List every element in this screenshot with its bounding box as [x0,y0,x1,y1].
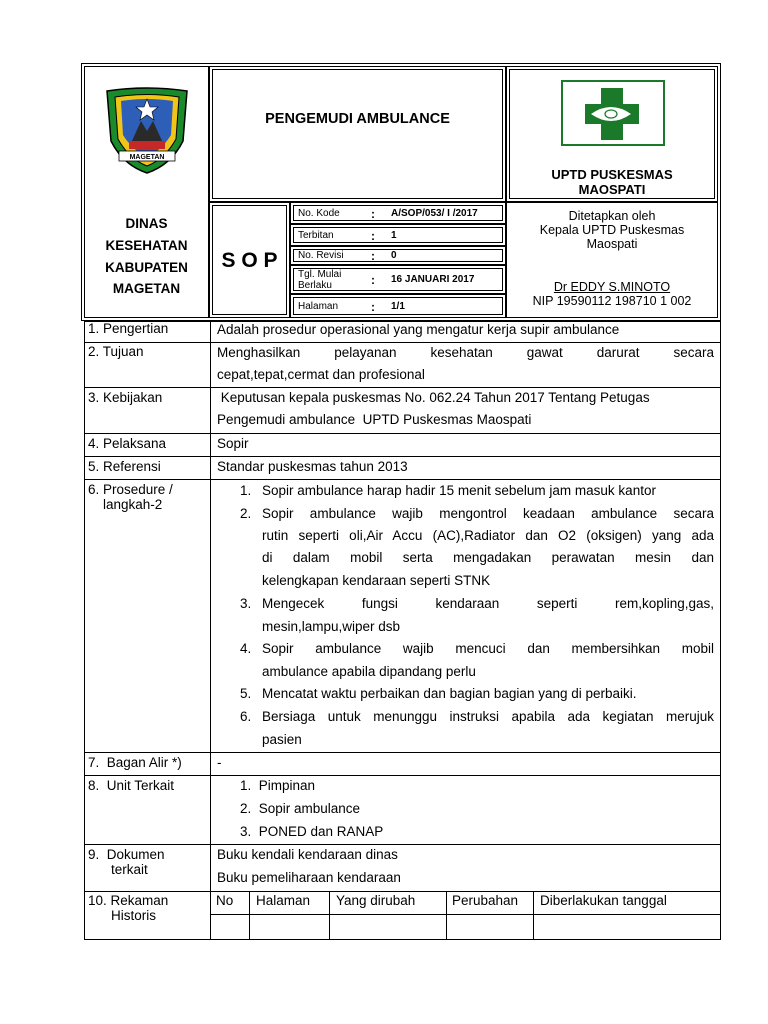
label-pengertian: 1. Pengertian [88,321,169,336]
prosedur-item-4-line-1: Sopir ambulance wajib mencuci dan membersihkan mobil [262,641,714,656]
meta-colon-kode: : [371,207,375,221]
row-divider-6 [84,752,721,753]
prosedur-item-6-line-1: Bersiaga untuk menunggu instruksi apabila ada kegiatan merujuk [262,709,714,724]
agency-line-2: KESEHATAN [105,238,188,253]
label-prosedur-1: 6. Prosedure / [88,482,173,497]
approval-line-3: Maospati [586,237,638,251]
meta-value-halaman: 1/1 [391,301,405,312]
prosedur-item-3-line-1: Mengecek fungsi kendaraan seperti rem,kopling,gas, [262,596,714,611]
rekaman-col-2 [329,891,330,940]
meta-colon-revisi: : [371,249,375,263]
row-divider-2 [84,387,721,388]
rekaman-col-halaman: Halaman [256,893,311,908]
rekaman-col-3 [446,891,447,940]
meta-label-revisi: No. Revisi [298,250,344,261]
text-referensi: Standar puskesmas tahun 2013 [217,459,408,474]
prosedur-num-4: 4. [240,641,252,656]
crest-banner-text: MAGETAN [129,154,165,161]
label-rekaman-2: Historis [111,908,157,923]
prosedur-item-6-line-2: pasien [262,732,302,747]
meta-colon-tgl: : [371,273,375,287]
prosedur-num-2: 2. [240,506,252,521]
label-bagan-alir: 7. Bagan Alir *) [88,755,182,770]
text-pelaksana: Sopir [217,436,249,451]
meta-colon-halaman: : [371,300,375,314]
prosedur-num-6: 6. [240,709,252,724]
prosedur-item-4-line-2: ambulance apabila dipandang perlu [262,664,476,679]
magetan-crest-icon [101,85,193,175]
agency-line-3: KABUPATEN [105,260,188,275]
approval-line-2: Kepala UPTD Puskesmas [539,223,685,237]
sop-body-table [84,321,721,940]
label-kebijakan: 3. Kebijakan [88,390,163,405]
text-bagan-alir: - [217,755,222,770]
text-kebijakan-2: Pengemudi ambulance UPTD Puskesmas Maospati [217,412,532,427]
row-divider-5 [84,479,721,480]
puskesmas-logo-icon [561,80,665,146]
label-tujuan: 2. Tujuan [88,344,144,359]
agency-line-4: MAGETAN [112,281,181,296]
text-kebijakan-1: Keputusan kepala puskesmas No. 062.24 Tahun 2017 Tentang Petugas [217,390,650,405]
meta-colon-terbitan: : [371,229,375,243]
sop-label: S O P [221,249,278,272]
rekaman-col-no: No [216,893,234,908]
text-tujuan-1: Menghasilkan pelayanan kesehatan gawat darurat secara [217,345,714,360]
row-divider-7 [84,775,721,776]
approval-name: Dr EDDY S.MINOTO [553,280,671,294]
text-tujuan-2: cepat,tepat,cermat dan profesional [217,367,425,382]
label-referensi: 5. Referensi [88,459,161,474]
title-cell-inner [212,69,503,199]
rekaman-row-divider [210,914,721,915]
unit-item-2: 2. Sopir ambulance [240,801,361,816]
label-pelaksana: 4. Pelaksana [88,436,167,451]
meta-value-kode: A/SOP/053/ I /2017 [391,208,478,219]
page-title: PENGEMUDI AMBULANCE [265,111,450,127]
text-dokumen-2: Buku pemeliharaan kendaraan [217,870,401,885]
rekaman-col-4 [533,891,534,940]
prosedur-item-1-line-1: Sopir ambulance harap hadir 15 menit sebelum jam masuk kantor [262,483,656,498]
org-name-line-2: MAOSPATI [578,182,646,197]
org-name-line-1: UPTD PUSKESMAS [551,167,673,182]
label-unit-terkait: 8. Unit Terkait [88,778,175,793]
prosedur-item-2-line-2: rutin seperti oli,Air Accu (AC),Radiator dan O2 (oksigen) yang ada [262,528,714,543]
label-prosedur-2: langkah-2 [103,497,163,512]
prosedur-item-2-line-1: Sopir ambulance wajib mengontrol keadaan ambulance secara [262,506,714,521]
meta-label-tgl-1: Tgl. Mulai [298,269,342,280]
agency-line-1: DINAS [125,216,168,231]
prosedur-item-3-line-2: mesin,lampu,wiper dsb [262,619,401,634]
row-divider-1 [84,342,721,343]
rekaman-col-perubahan: Perubahan [452,893,519,908]
prosedur-num-1: 1. [240,483,252,498]
prosedur-item-2-line-3: di dalam mobil serta mengadakan perawatan mesin dan [262,550,714,565]
meta-value-terbitan: 1 [391,230,397,241]
text-pengertian: Adalah prosedur operasional yang mengatur kerja supir ambulance [217,322,620,337]
label-rekaman-1: 10. Rekaman [88,893,169,908]
meta-label-kode: No. Kode [298,208,340,219]
label-dokumen-1: 9. Dokumen [88,847,165,862]
prosedur-item-2-line-4: kelengkapan kendaraan seperti STNK [262,573,491,588]
meta-label-tgl-2: Berlaku [298,280,332,291]
unit-item-1: 1. Pimpinan [240,778,316,793]
meta-label-terbitan: Terbitan [298,230,334,241]
prosedur-num-3: 3. [240,596,252,611]
rekaman-col-yang-dirubah: Yang dirubah [336,893,416,908]
row-divider-4 [84,456,721,457]
meta-label-halaman: Halaman [298,301,339,312]
approval-line-1: Ditetapkan oleh [568,209,656,223]
meta-value-tgl: 16 JANUARI 2017 [391,274,475,285]
row-divider-8 [84,844,721,845]
meta-value-revisi: 0 [391,250,397,261]
approval-nip: NIP 19590112 198710 1 002 [532,294,692,308]
body-col-divider [210,321,211,940]
prosedur-item-5-line-1: Mencatat waktu perbaikan dan bagian bagian yang di perbaiki. [262,686,637,701]
label-dokumen-2: terkait [111,862,148,877]
row-divider-9 [84,891,721,892]
row-divider-3 [84,433,721,434]
unit-item-3: 3. PONED dan RANAP [240,824,384,839]
rekaman-col-1 [249,891,250,940]
prosedur-num-5: 5. [240,686,252,701]
text-dokumen-1: Buku kendali kendaraan dinas [217,847,398,862]
rekaman-col-diberlakukan: Diberlakukan tanggal [540,893,667,908]
